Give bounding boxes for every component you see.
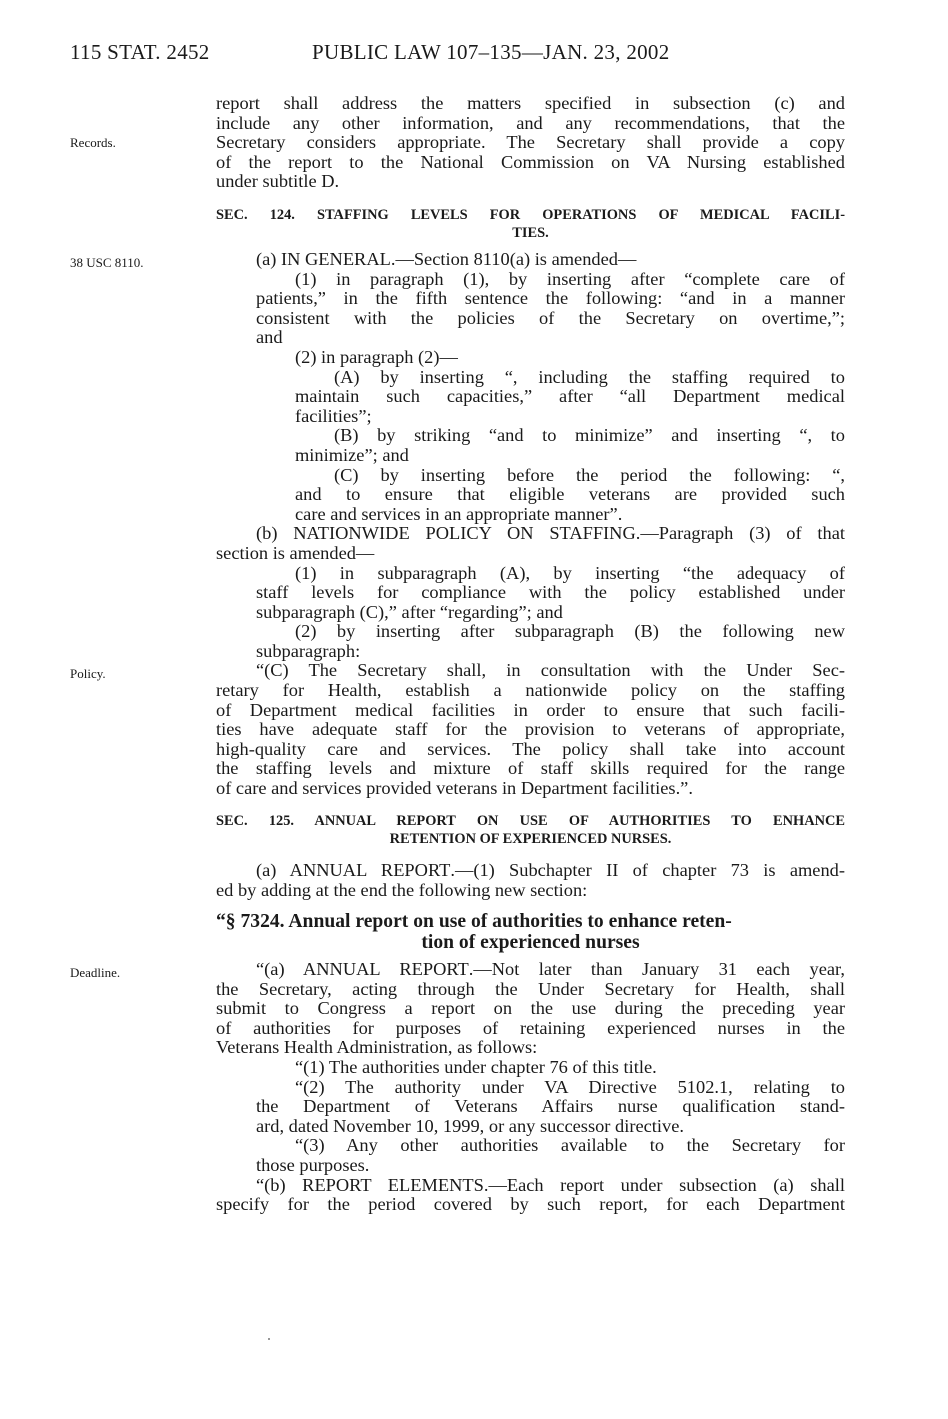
margin-note-policy: Policy. — [70, 666, 106, 681]
margin-note-usc: 38 USC 8110. — [70, 255, 144, 270]
sec-124-heading — [216, 207, 845, 242]
scan-speck — [268, 1338, 270, 1340]
text-line: of the report to the National Commission on VA Nursing established — [216, 151, 845, 172]
text-line: include any other information, and any recommendations, that the — [216, 112, 845, 133]
text-line: “(2) The authority under VA Directive 5102.1, relating to — [295, 1076, 845, 1097]
text-line: (B) by striking “and to minimize” and inserting “, to — [334, 425, 845, 446]
text-line: section is amended— — [216, 542, 375, 563]
subsection-a: (a) ANNUAL REPORT.—(1) Subchapter II of chapter 73 is amend- — [256, 860, 845, 880]
text-line: and to ensure that eligible veterans are provided such — [295, 484, 845, 505]
margin-note-records: Records. — [70, 135, 116, 150]
text-line: consistent with the policies of the Secretary on overtime,”; — [256, 307, 845, 328]
text-line: of authorities for purposes of retaining experienced nurses in the — [216, 1017, 845, 1038]
quote-line: retary for Health, establish a nationwide policy on the staffing — [216, 680, 845, 701]
text-line: under subtitle D. — [216, 171, 340, 192]
subsection-b: “(b) REPORT ELEMENTS.—Each report under subsection (a) shall — [256, 1174, 845, 1195]
quote-line: “(C) The Secretary shall, in consultation with the Under Sec- — [256, 660, 845, 681]
text-line: specify for the period covered by such report, for each Department — [216, 1194, 845, 1215]
text-line: ard, dated November 10, 1999, or any successor directive. — [256, 1115, 684, 1136]
page-stat-citation: 115 STAT. 2452 — [70, 40, 210, 64]
text-line: (2) in paragraph (2)— — [295, 346, 458, 367]
sec-124-body — [216, 250, 845, 799]
text-line: patients,” in the fifth sentence the following: “and in a manner — [256, 288, 845, 309]
text-line: staff levels for compliance with the policy established under — [256, 582, 845, 603]
section-heading-line: tion of experienced nurses — [421, 932, 640, 953]
text-line: “(3) Any other authorities available to the Secretary for — [295, 1135, 845, 1156]
text-line: maintain such capacities,” after “all Department medical — [295, 386, 845, 407]
text-line: “(1) The authorities under chapter 76 of this title. — [295, 1056, 657, 1077]
text-line: subparagraph: — [256, 640, 361, 661]
section-heading-line: RETENTION OF EXPERIENCED NURSES. — [389, 830, 672, 847]
text-line: Veterans Health Administration, as follows: — [216, 1037, 538, 1058]
text-line: and — [256, 327, 283, 348]
quote-line: of care and services provided veterans in Department facilities.”. — [216, 778, 693, 799]
section-heading-line: “§ 7324. Annual report on use of authorities to enhance reten- — [216, 911, 732, 932]
text-line: subparagraph (C),” after “regarding”; and — [256, 601, 563, 622]
running-header-law: PUBLIC LAW 107–135—JAN. 23, 2002 — [312, 40, 670, 64]
subsection-b: (b) NATIONWIDE POLICY ON STAFFING.—Paragraph (3) of that — [256, 523, 845, 544]
section-heading-line: TIES. — [512, 224, 549, 241]
text-line: (1) in paragraph (1), by inserting after “complete care of — [295, 268, 845, 289]
text-line: ed by adding at the end the following new section: — [216, 879, 588, 900]
section-7324-heading — [216, 911, 845, 953]
text-line: report shall address the matters specified in subsection (c) and — [216, 93, 845, 113]
text-line: submit to Congress a report on the use during the preceding year — [216, 998, 845, 1019]
text-line: (A) by inserting “, including the staffing required to — [334, 366, 845, 387]
text-line: (1) in subparagraph (A), by inserting “the adequacy of — [295, 562, 845, 583]
margin-note-deadline: Deadline. — [70, 965, 121, 980]
subsection-a: (a) IN GENERAL.—Section 8110(a) is amended— — [256, 249, 637, 269]
text-line: care and services in an appropriate manner”. — [295, 503, 623, 524]
text-line: (C) by inserting before the period the following: “, — [334, 464, 845, 485]
sec-125-heading — [216, 813, 845, 848]
text-line: minimize”; and — [295, 444, 409, 465]
text-line: (2) by inserting after subparagraph (B) the following new — [295, 621, 845, 642]
quote-line: the staffing levels and mixture of staff skills required for the range — [216, 758, 845, 779]
top-paragraph — [216, 94, 845, 192]
quote-line: of Department medical facilities in order to ensure that such facili- — [216, 699, 845, 720]
text-line: those purposes. — [256, 1154, 370, 1175]
section-heading-line: SEC. 125. ANNUAL REPORT ON USE OF AUTHORITIES TO ENHANCE — [216, 813, 845, 829]
text-line: the Secretary, acting through the Under Secretary for Health, shall — [216, 978, 845, 999]
section-heading-line: SEC. 124. STAFFING LEVELS FOR OPERATIONS OF MEDICAL FACILI- — [216, 207, 845, 223]
subsection-a: “(a) ANNUAL REPORT.—Not later than January 31 each year, — [256, 959, 846, 979]
text-line: facilities”; — [295, 405, 372, 426]
text-line: Secretary considers appropriate. The Secretary shall provide a copy — [216, 132, 845, 153]
sec-125-body — [216, 861, 845, 900]
text-line: the Department of Veterans Affairs nurse qualification stand- — [256, 1096, 845, 1117]
section-7324-body — [216, 960, 845, 1215]
quote-line: high-quality care and services. The policy shall take into account — [216, 738, 845, 759]
quote-line: ties have adequate staff for the provision to veterans of appropriate, — [216, 719, 845, 740]
